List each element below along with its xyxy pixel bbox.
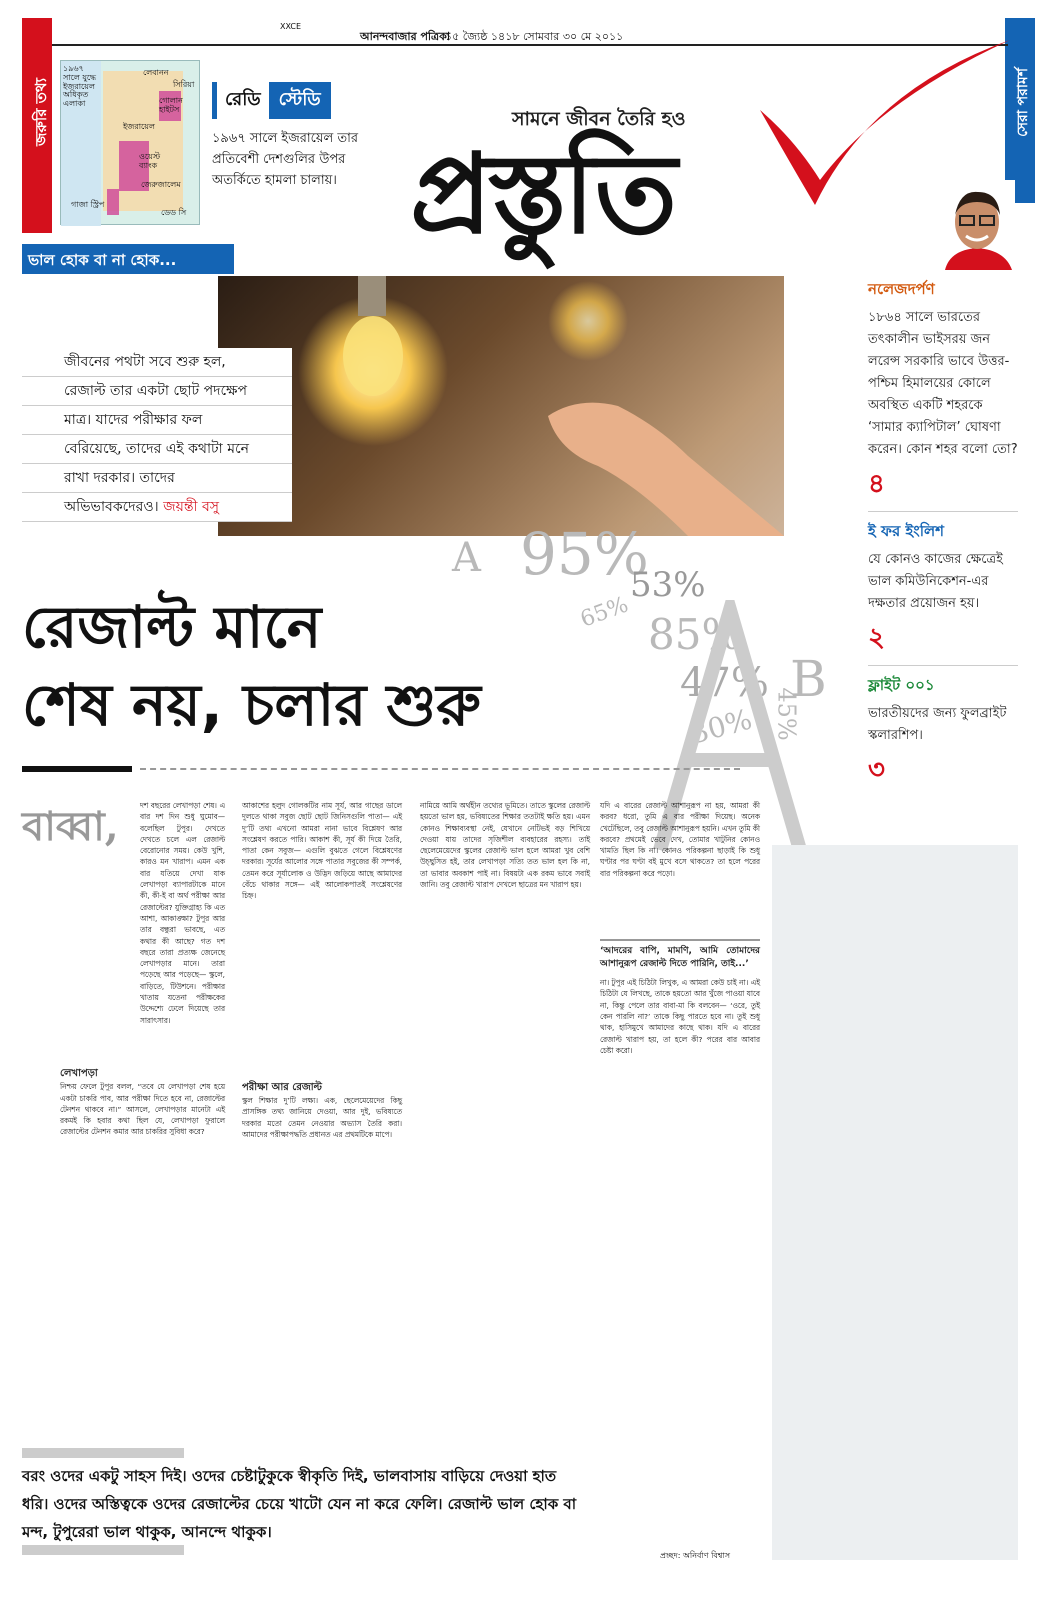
stat-a: A (452, 535, 481, 581)
logo-title: প্রস্তুতি (410, 129, 674, 258)
stat-95: 95% (520, 520, 649, 588)
body-col-1 (60, 800, 225, 1026)
ready-label: রেডি (212, 82, 269, 119)
body-col-1-text: দশ বছরের লেখাপড়া শেষ। এ বার দশ দিন শুধু ঘুমোব— বলেছিল টুপুর। দেখতে দেখতে চলে এল রেজাল্ট বেরোনোর সময়। কেউ খুশি, কারও মন খারাপ। এমন এক বার যতিয়ে দেখা যাক লেখাপড়া ব্যাপারটাকে মানে কী, কী-ই বা অর্থ পরীক্ষা আর রেজাল্টের? যুক্তিগ্রাহ্য কি এত আশা, আকাঙ্ক্ষা? টুপুর আর তার বন্ধুরা ভাবছে, এত কথার কী আছে? গত দশ বছরে তারা প্রত্যক্ষ জেনেছে লেখাপড়ার মানে। তারা পড়েছে আর পড়েছে— স্কুলে, বাড়িতে, টিউশনে। পরীক্ষার খাতায় যতেনা পরীক্ষকের উদ্দেশ্যে ঢেলে দিয়েছে তার সারাৎসার। (140, 801, 225, 1025)
intro-line: বেরিয়েছে, তাদের এই কথাটা মনে (22, 435, 292, 464)
headline-dashed-rule (140, 768, 740, 770)
body-col-3 (420, 800, 590, 890)
stat-b: B (790, 650, 827, 708)
body-col-4b-text: না। টুপুর এই চিঠিটা লিখুক, এ আমরা কেউ চাই না। এই চিঠিটা যে লিখছে, তাকে হয়তো আর খুঁজে পাওয়া যাবে না, কিন্তু পেলে তার বাবা-মা কি বলবেন— ‘ওরে, তুই কেন পারলি না?’ তাকে কিছু পারতে হবে না। তুই শুধু থাক, হাসিমুখে আমাদের কাছে থাক। যদি এ বারের রেজাল্ট খারাপ হয়, তা হলে কী? পরের বার আবার চেষ্টা করো। (600, 978, 760, 1055)
map-label-occupied: ১৯৬৭ সালে যুদ্ধে ইজরায়েল অধিকৃত এলাকা (63, 64, 97, 109)
ready-steady-badge (212, 82, 331, 119)
stat-45: 45% (772, 687, 801, 741)
sidebar-number: ২ (868, 617, 1018, 666)
right-band-label: সেরা পরামর্শ (1015, 68, 1031, 137)
sidebar-title-english: ই ফর ইংলিশ (868, 522, 945, 540)
intro-line: জীবনের পথটা সবে শুরু হল, (22, 348, 292, 377)
footer-bar-top (22, 1448, 184, 1458)
body-col-4 (600, 800, 760, 1056)
map-label-israel: ইজরায়েল (123, 122, 155, 131)
body-subhead-1: লেখাপড়া (60, 1068, 98, 1079)
left-band-label: জরুরি তথ্য (32, 78, 50, 147)
author-byline: জয়ন্তী বসু (163, 499, 220, 515)
sidebar (868, 270, 1018, 797)
intro-line: রাখা দরকার। তাদের (22, 464, 292, 493)
body-col-3-text: নামিয়ে আমি অর্থহীন তথ্যের ভূমিতে। তাতে স্কুলের রেজাল্ট হয়তো ভাল হয়, ভবিষ্যতের শিক্ষার ততটাই ক্ষতি হয়। এমন কোনও শিক্ষাব্যবস্থা নেই, যেখানে নেটিভই বড় শিখিয়ে দেওয়া যায় তাদের সৃজিশীল ব্যবহারের রহস্য। তাই ছেলেমেয়েদের স্কুলের রেজাল্ট ভাল হলে আমরা খুব বেশি উচ্ছ্বসিত হই, তার লেখাপড়া সত্যি তত ভাল হল কি না, তা ভাবার অবকাশ পাই না। বিষয়টা এক রকম ভাবে সবাই জানি। তবু রেজাল্ট খারাপ দেখলে ছাত্রের মন খারাপ হয়। (420, 801, 590, 890)
grey-panel (772, 845, 1018, 1560)
map-label-lebanon: লেবানন (143, 68, 169, 77)
map-label-syria: সিরিয়া (173, 80, 195, 89)
stat-85: 85% (648, 610, 742, 659)
newspaper-name: আনন্দবাজার পত্রিকা (360, 30, 451, 43)
ready-steady-text: ১৯৬৭ সালে ইজরায়েল তার প্রতিবেশী দেশগুলির উপর অতর্কিতে হামলা চালায়। (212, 131, 358, 188)
map-label-westbank: ওয়েস্ট ব্যাংক (139, 152, 161, 170)
body-col-2-text: আকাশের হলুদ গোলকটির নাম সূর্য, আর গাছের ডালে দুলতে থাকা সবুজ ছোট ছোট জিনিসগুলি পাতা— এই দু’টি তথ্য এখনো আমরা নানা ভাবে বিশ্লেষণ আর সংশ্লেষণ করতে পারি। আকাশ কী, সূর্য কী দিয়ে তৈরি, পাতা কেন সবুজ— এগুলি বুঝতে গেলে বিশ্লেষণের দরকার। সূর্যের আলোর সঙ্গে পাতার সবুজের কী সম্পর্ক, তেমন করে সূর্যালোক ও উদ্ভিদ জড়িয়ে আছে আমাদের বেঁচে থাকার সঙ্গে— এই আলোকপাতই সংশ্লেষণের চিহ্ন। (242, 801, 402, 901)
headline-rule (22, 766, 132, 772)
stat-30: 30% (686, 702, 756, 751)
dateline: ১৫ জ্যৈষ্ঠ ১৪১৮ সোমবার ৩০ মে ২০১১ (445, 30, 624, 43)
footer-text: বরং ওদের একটু সাহস দিই। ওদের চেষ্টাটুকুকে স্বীকৃতি দিই, ভালবাসায় বাড়িয়ে দেওয়া হাত ধরি। ওদের অস্তিত্বকে ওদের রেজাল্টের চেয়ে খাটো যেন না করে ফেলি। রেজাল্ট ভাল হোক বা মন্দ, টুপুরেরা ভাল থাকুক, আনন্দে থাকুক। (22, 1467, 577, 1541)
pull-quote: ‘আদরের বাপি, মামণি, আমি তোমাদের আশানুরূপ রেজাল্ট দিতে পারিনি, তাই...’ (600, 939, 760, 971)
intro-line: রেজাল্ট তার একটা ছোট পদক্ষেপ (22, 377, 292, 406)
sidebar-title-flight: ফ্লাইট ০০১ (868, 676, 935, 694)
sidebar-body-knowledge: ১৮৬৪ সালে ভারতের তৎকালীন ভাইসরয় জন লরেন্স সরকারি ভাবে উত্তর-পশ্চিম হিমালয়ের কোলে অবস্থিত একটি শহরকে ‘সামার ক্যাপিটাল’ ঘোষণা করেন। কোন শহর বলো তো? (868, 310, 1018, 457)
footer-bar-bottom (22, 1545, 184, 1555)
map (60, 60, 200, 225)
feature-photo (218, 276, 784, 536)
sidebar-title-knowledge: নলেজদর্পণ (868, 280, 935, 298)
steady-label: স্টেডি (269, 82, 331, 119)
sidebar-number: ৪ (868, 463, 1018, 512)
subhead-banner: ভাল হোক বা না হোক... (22, 244, 234, 274)
intro-line: মাত্র। যাদের পরীক্ষার ফল (22, 406, 292, 435)
body-col-2 (242, 800, 402, 1140)
headline-line-1: রেজাল্ট মানে (22, 593, 322, 661)
sidebar-body-flight: ভারতীয়দের জন্য ফুলব্রাইট স্কলারশিপ। (868, 706, 1007, 743)
body-subhead-2: পরীক্ষা আর রেজাল্ট (242, 1081, 322, 1093)
bulb-hand-illustration (218, 276, 784, 536)
body-col-1b-text: নিশ্চয় ফেলে টুপুর বলল, “তবে যে লেখাপড়া শেষ হয়ে একটা চাকরি পাব, আর পরীক্ষা দিতে হবে না, রেজাল্টের টেনশন থাকবে না।” আসলে, লেখাপড়ার মানেটা এই রকমই কি হবার কথা ছিল যে, লেখাপড়া ফুরালে রেজাল্টের টেনশন কমার আর চাকরির সুবিধা করে? (60, 1082, 225, 1137)
sidebar-body-english: যে কোনও কাজের ক্ষেত্রেই ভাল কমিউনিকেশন-এর দক্ষতার প্রয়োজন হয়। (868, 552, 1003, 611)
intro-block (22, 348, 292, 522)
columnist-photo (940, 180, 1015, 270)
headline-line-2: শেষ নয়, চলার শুরু (22, 671, 481, 739)
body-col-4-text: যদি এ বারের রেজাল্ট আশানুরূপ না হয়, আমরা কী করব? ধরো, তুমি এ বার পরীক্ষা দিয়েছ। অনেক খেটেছিলে, তবু রেজাল্ট আশানুরূপ হয়নি। এখন তুমি কী করবে? প্রথমেই ভেবে দেখ, তোমার খাটুনির কোনও খামতি ছিল কি না। কোনও পরিকল্পনা ছাড়াই কি শুধু ঘণ্টার পর ঘণ্টা বই মুখে বসে থাকতে? তা হলে পরের বার পরিকল্পনা করে পড়ো। (600, 801, 760, 878)
headline (22, 588, 662, 744)
map-label-deadsea: ডেড সি (161, 208, 187, 217)
logo-tagline: সামনে জীবন তৈরি হও (512, 108, 686, 130)
sidebar-number: ৩ (868, 755, 885, 785)
left-band (22, 18, 52, 233)
map-label-gaza: গাজা স্ট্রিপ (71, 200, 105, 209)
stat-47: 47% (680, 660, 769, 706)
map-label-golan: গোলান হাইটস (159, 96, 183, 114)
stat-65: 65% (577, 592, 632, 633)
intro-line (22, 493, 292, 522)
stat-53: 53% (630, 565, 706, 605)
drop-cap: বাব্বা, (22, 803, 119, 850)
page-code: XXCE (280, 22, 302, 31)
map-label-jerusalem: জেরুজালেম (141, 180, 181, 189)
body-col-1-lower (60, 1062, 225, 1138)
body-col-2b-text: স্কুল শিক্ষার দু’টি লক্ষ্য। এক, ছেলেমেয়েদের কিছু প্রাসঙ্গিক তথ্য জানিয়ে দেওয়া, আর দুই, ভবিষ্যতে দরকার মতো তেমন নেওয়ার অভ্যাস তৈরি করা। আমাদের পরীক্ষাপদ্ধতি প্রধানত এর প্রথমটিকে মাপে। (242, 1095, 402, 1139)
intro-last-line: অভিভাবকদেরও। (64, 499, 159, 515)
photo-credit: প্রচ্ছদ: অনির্বাণ বিশ্বাস (660, 1551, 731, 1560)
